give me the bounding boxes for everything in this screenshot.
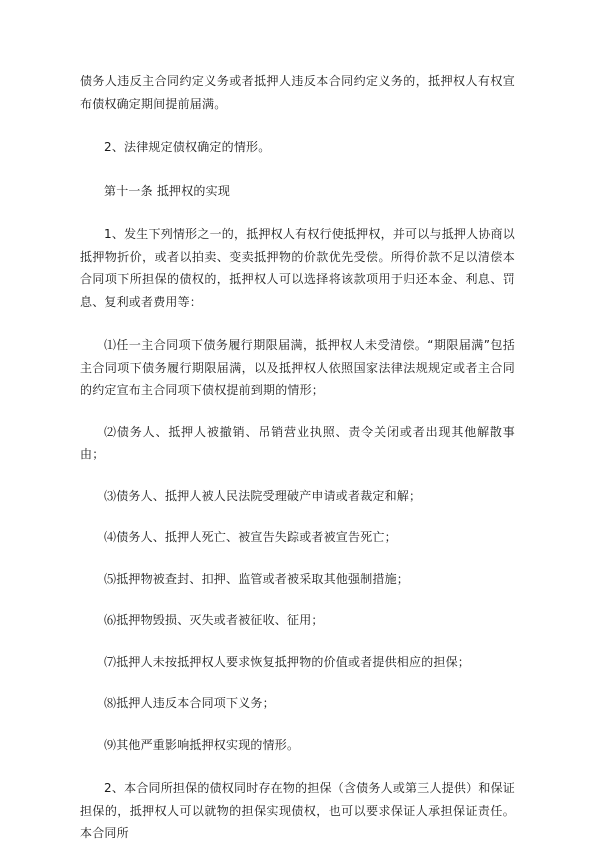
list-item-1: ⑴任一主合同项下债务履行期限届满，抵押权人未受清偿。“期限届满”包括主合同项下债务履行期限届满，以及抵押权人依照国家法律法规规定或者主合同的约定宣布主合同项下债权提前到期的情形；: [80, 338, 515, 397]
list-item-4: ⑷债务人、抵押人死亡、被宣告失踪或者被宣告死亡；: [104, 530, 397, 544]
list-item-9: ⑼其他严重影响抵押权实现的情形。: [104, 737, 300, 752]
list-item-6: ⑹抵押物毁损、灭失或者被征收、征用；: [104, 613, 324, 627]
article-11-heading: 第十一条 抵押权的实现: [104, 183, 231, 198]
paragraph-acceleration-clause: 债务人违反主合同约定义务或者抵押人违反本合同约定义务的，抵押权人有权宣布债权确定期间提前届满。: [80, 74, 515, 111]
list-item-8: ⑻抵押人违反本合同项下义务；: [104, 696, 275, 710]
paragraph-mixed-guarantee: 2、本合同所担保的债权同时存在物的担保（含债务人或第三人提供）和保证担保的，抵押权人可以就物的担保实现债权，也可以要求保证人承担保证责任。本合同所: [80, 781, 515, 840]
list-item-3: ⑶债务人、抵押人被人民法院受理破产申请或者裁定和解；: [104, 488, 422, 503]
paragraph-enforcement-conditions: 1、发生下列情形之一的，抵押权人有权行使抵押权，并可以与抵押人协商以抵押物折价，或者以拍卖、变卖抵押物的价款优先受偿。所得价款不足以清偿本合同项下所担保的债权的，抵押权人可以选择将该款项用于归还本金、利息、罚息、复利或者费用等：: [80, 227, 515, 309]
list-item-2: ⑵债务人、抵押人被撤销、吊销营业执照、责令关闭或者出现其他解散事由；: [80, 424, 515, 461]
paragraph-statutory-circumstance: 2、法律规定债权确定的情形。: [104, 140, 271, 154]
list-item-7: ⑺抵押人未按抵押权人要求恢复抵押物的价值或者提供相应的担保；: [104, 654, 471, 669]
list-item-5: ⑸抵押物被查封、扣押、监管或者被采取其他强制措施；: [104, 571, 410, 586]
